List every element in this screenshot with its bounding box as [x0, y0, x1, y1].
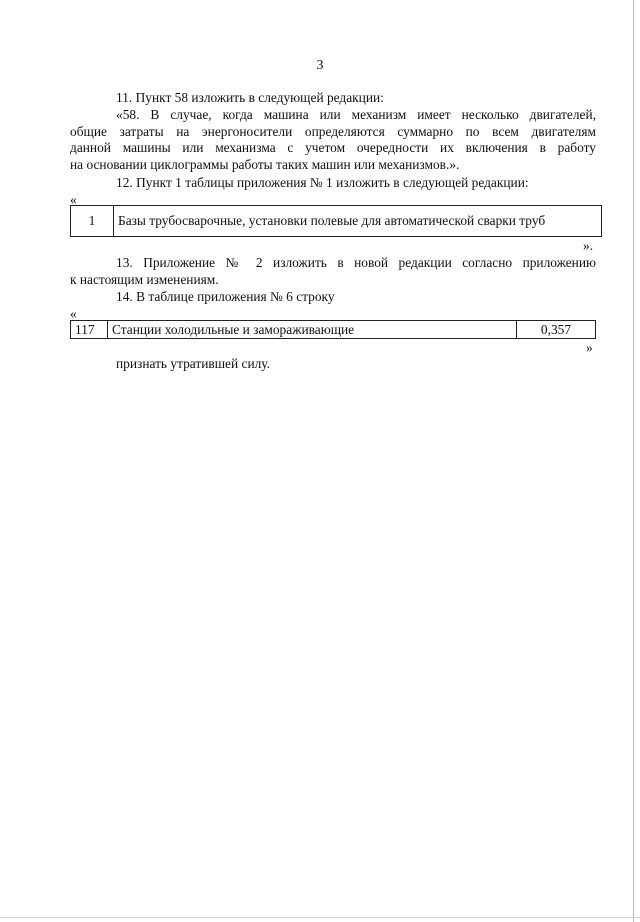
- item-13-line: 13. Приложение № 2 изложить в новой редакции согласно приложению: [116, 255, 596, 270]
- row-name: Станции холодильные и замораживающие: [108, 321, 517, 339]
- item-11-line: на основании циклограммы работы таких машин или механизмов.».: [70, 156, 460, 172]
- item-14-heading: 14. В таблице приложения № 6 строку: [116, 289, 335, 304]
- page-number: 3: [316, 58, 324, 73]
- table-row: [71, 321, 596, 339]
- row-value: 0,357: [517, 321, 596, 339]
- item-11-line: данной машины или механизма с учетом очередности их включения в работу: [70, 140, 596, 155]
- scan-edge-bottom: [0, 917, 640, 918]
- item-11-line: «58. В случае, когда машина или механизм имеет несколько двигателей,: [116, 107, 596, 122]
- item-14-open-quote: «: [70, 306, 77, 321]
- item-12-close-quote: ».: [583, 238, 594, 253]
- item-11-line: общие затраты на энергоносители определяются суммарно по всем двигателям: [70, 123, 596, 139]
- item-14-table: [70, 320, 596, 339]
- item-12-heading: 12. Пункт 1 таблицы приложения № 1 изложить в следующей редакции:: [116, 175, 529, 190]
- row-name: Базы трубосварочные, установки полевые для автоматической сварки труб: [114, 206, 602, 237]
- item-12-open-quote: «: [70, 192, 77, 207]
- row-number: 1: [71, 206, 114, 237]
- item-14-conclusion: признать утратившей силу.: [116, 356, 270, 371]
- item-14-close-quote: »: [586, 340, 593, 355]
- item-12-table: [70, 205, 602, 237]
- item-13-body: [70, 255, 596, 288]
- item-11-body: [70, 107, 596, 173]
- item-11-heading: 11. Пункт 58 изложить в следующей редакции:: [116, 90, 384, 105]
- row-number: 117: [71, 321, 108, 339]
- table-row: [71, 206, 602, 237]
- item-13-line: к настоящим изменениям.: [70, 271, 219, 287]
- scan-edge: [633, 0, 634, 922]
